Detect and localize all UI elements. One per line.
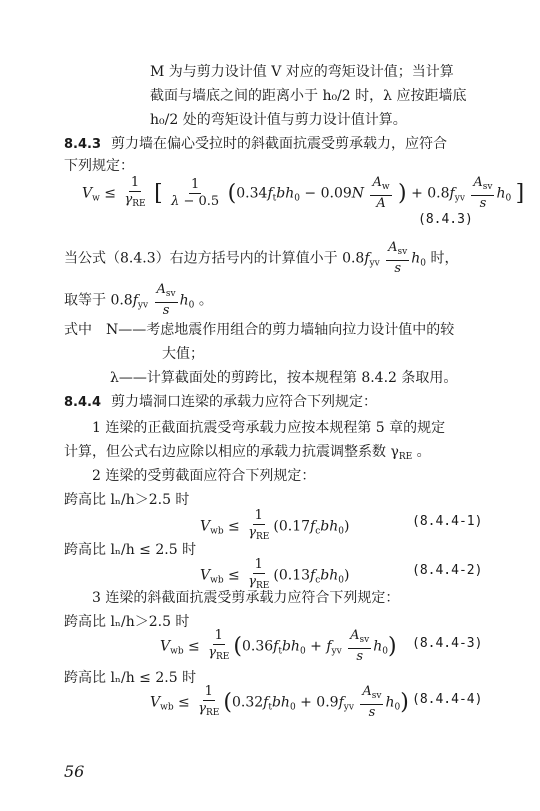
section-text: 剪力墙在偏心受拉时的斜截面抗震受剪承载力，应符合 (111, 136, 448, 152)
where-label: 式中 (64, 322, 92, 338)
section-number: 8.4.4 (64, 395, 102, 410)
text-line: 下列规定： (64, 158, 134, 174)
text-line: 跨高比 lₙ/h＞2.5 时 (64, 492, 190, 508)
section-8-4-3 (64, 134, 447, 155)
condition-line: 取等于 $0.8f_{yv}$ $\frac{A_{sv}}{s}$ $h_0$ 。 (64, 282, 213, 318)
equation-number: (8.4.4-3) (412, 636, 483, 651)
text-line: 截面与墙底之间的距离小于 h₀/2 时，λ 应按距墙底 (150, 88, 467, 104)
text-line: 3 连梁的斜截面抗震受剪承载力应符合下列规定： (92, 590, 400, 606)
section-8-4-4 (64, 392, 377, 413)
text-line: 大值； (162, 346, 204, 362)
condition-tail: 。 (198, 292, 213, 309)
text-line: 跨高比 lₙ/h ≤ 2.5 时 (64, 542, 197, 558)
text-line: h₀/2 处的弯矩设计值与剪力设计值计算。 (150, 112, 407, 128)
equation-number: (8.4.4-1) (412, 514, 483, 529)
text-line: 跨高比 lₙ/h ≤ 2.5 时 (64, 670, 197, 686)
section-number: 8.4.3 (64, 137, 102, 152)
text-span: 计算，但公式右边应除以相应的承载力抗震调整系数 γ (64, 444, 399, 460)
text-line: 计算，但公式右边应除以相应的承载力抗震调整系数 $\gamma_{RE}$ 。 (64, 444, 431, 462)
formula-8-4-3: $V_w$ ≤ $\frac{1}{\gamma_{RE}}$ [ $\frac{1}{\lambda - 0.5}$ ($0.34f_tbh_0 - 0.09N$ $\frac{A_w}{A}$ ) + $0.8f_{yv}$ $\frac{A_{sv}}{s}$ $h_0$ ] (82, 175, 525, 211)
formula-8-4-4-2: $V_{wb}$ ≤ $\frac{1}{\gamma_{RE}}$ $(0.13f_cbh_0)$ (200, 557, 350, 591)
text-line: 2 连梁的受剪截面应符合下列规定： (92, 468, 316, 484)
text-line: M 为与剪力设计值 V 对应的弯矩设计值；当计算 (150, 64, 454, 80)
section-text: 剪力墙洞口连梁的承载力应符合下列规定： (111, 394, 378, 410)
equation-number: (8.4.3) (418, 212, 473, 227)
text-line: 跨高比 lₙ/h＞2.5 时 (64, 614, 190, 630)
where-text: N——考虑地震作用组合的剪力墙轴向拉力设计值中的较 (106, 322, 455, 338)
condition-text: 取等于 0.8 (64, 292, 133, 309)
text-line: 1 连梁的正截面抗震受弯承载力应按本规程第 5 章的规定 (92, 420, 446, 436)
formula-8-4-4-3: $V_{wb}$ ≤ $\frac{1}{\gamma_{RE}}$ ($0.36f_tbh_0 + f_{yv}$ $\frac{A_{sv}}{s}$ $h_0$) (160, 628, 397, 664)
equation-number: (8.4.4-2) (412, 563, 483, 578)
formula-8-4-4-4: $V_{wb}$ ≤ $\frac{1}{\gamma_{RE}}$ ($0.32f_tbh_0 + 0.9f_{yv}$ $\frac{A_{sv}}{s}$ $h_0$) (150, 684, 409, 720)
page-number: 56 (64, 762, 85, 781)
condition-line: 当公式（8.4.3）右边方括号内的计算值小于 $0.8f_{yv}$ $\frac{A_{sv}}{s}$ $h_0$ 时， (64, 240, 459, 276)
condition-text: 当公式（8.4.3）右边方括号内的计算值小于 0.8 (64, 250, 365, 267)
where-N (64, 320, 454, 340)
condition-tail: 时， (430, 250, 459, 267)
equation-number: (8.4.4-4) (412, 692, 483, 707)
formula-8-4-4-1: $V_{wb}$ ≤ $\frac{1}{\gamma_{RE}}$ $(0.17f_cbh_0)$ (200, 508, 350, 542)
where-lambda: λ——计算截面处的剪跨比，按本规程第 8.4.2 条取用。 (110, 370, 458, 386)
